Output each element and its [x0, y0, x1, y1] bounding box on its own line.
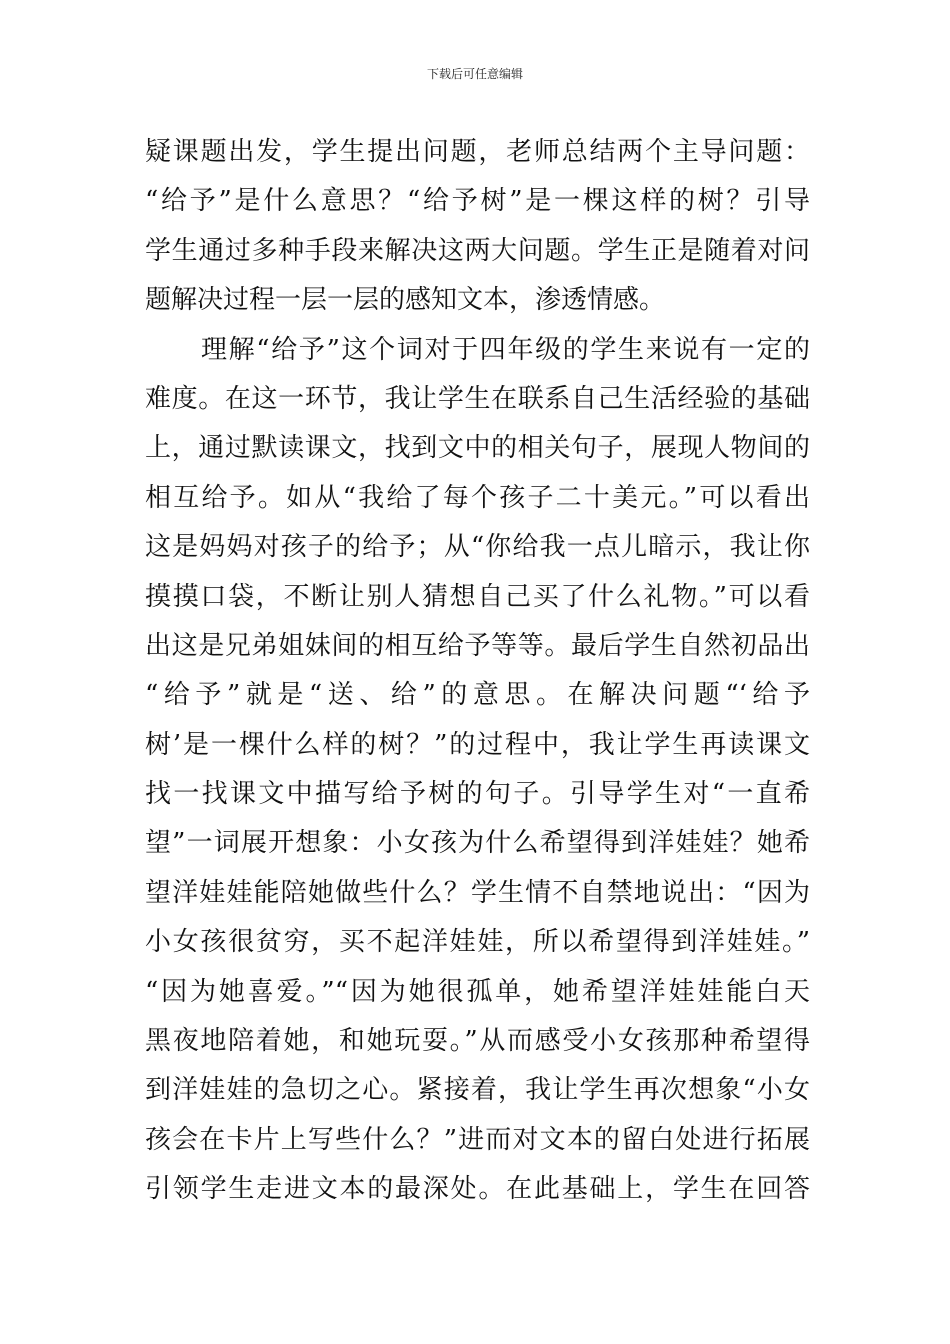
text-line: 孩会在卡片上写些什么？”进而对文本的留白处进行拓展 [145, 1124, 810, 1155]
text-line: 相互给予。如从“我给了每个孩子二十美元。”可以看出 [145, 482, 810, 513]
text-line: 难度。在这一环节，我让学生在联系自己生活经验的基础 [145, 383, 810, 414]
text-line: 望”一词展开想象：小女孩为什么希望得到洋娃娃？她希 [145, 828, 810, 859]
text-line: 望洋娃娃能陪她做些什么？学生情不自禁地说出：“因为 [145, 877, 810, 908]
text-line: 摸摸口袋，不断让别人猜想自己买了什么礼物。”可以看 [145, 581, 810, 612]
text-line: 上，通过默读课文，找到文中的相关句子，展现人物间的 [145, 433, 810, 464]
text-line: 出这是兄弟姐妹间的相互给予等等。最后学生自然初品出 [145, 630, 810, 661]
text-line: “给予”是什么意思？“给予树”是一棵这样的树？引导 [145, 186, 810, 217]
text-line: 引领学生走进文本的最深处。在此基础上，学生在回答 [145, 1174, 810, 1205]
body-text [145, 128, 810, 1215]
text-line: 学生通过多种手段来解决这两大问题。学生正是随着对问 [145, 235, 810, 266]
text-line: “因为她喜爱。”“因为她很孤单，她希望洋娃娃能白天 [145, 976, 810, 1007]
text-line: “给予”就是“送、给”的意思。在解决问题“‘给予 [145, 680, 810, 711]
paragraph-first-line: 理解“给予”这个词对于四年级的学生来说有一定的 [201, 334, 810, 365]
text-line: 小女孩很贫穷，买不起洋娃娃，所以希望得到洋娃娃。” [145, 927, 810, 958]
text-line: 找一找课文中描写给予树的句子。引导学生对“一直希 [145, 779, 810, 810]
page-header: 下载后可任意编辑 [426, 67, 523, 81]
text-line: 到洋娃娃的急切之心。紧接着，我让学生再次想象“小女 [145, 1075, 810, 1106]
text-line: 疑课题出发，学生提出问题，老师总结两个主导问题： [145, 137, 810, 167]
text-line: 题解决过程一层一层的感知文本，渗透情感。 [145, 285, 666, 316]
text-line: 树’是一棵什么样的树？”的过程中，我让学生再读课文 [145, 729, 810, 760]
text-line: 黑夜地陪着她，和她玩耍。”从而感受小女孩那种希望得 [145, 1026, 810, 1057]
text-line: 这是妈妈对孩子的给予；从“你给我一点儿暗示，我让你 [145, 532, 810, 563]
